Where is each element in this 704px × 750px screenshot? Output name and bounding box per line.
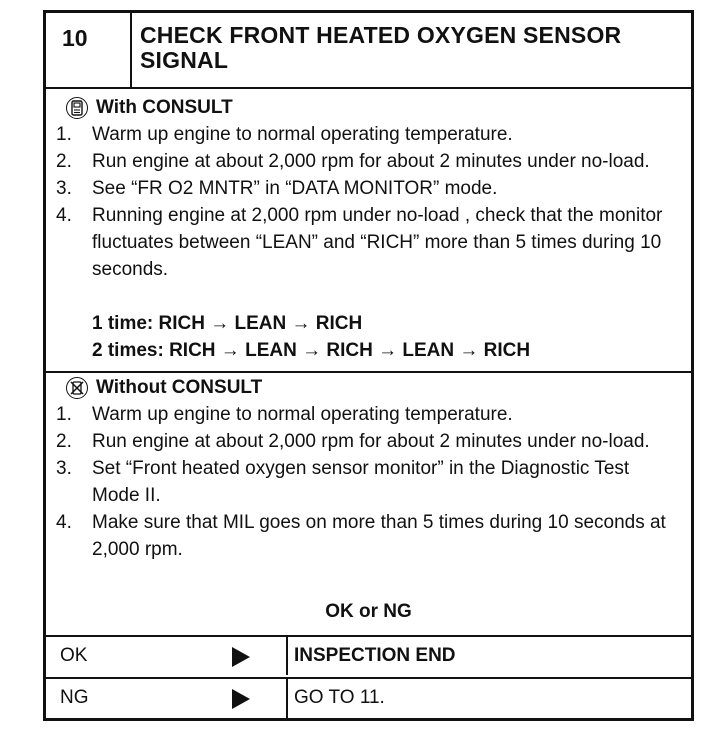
list-item: 1. Warm up engine to normal operating temperature. [56,404,513,425]
list-item: 3. Set “Front heated oxygen sensor monitor” in the Diagnostic Test Mode II. [56,458,630,506]
without-consult-steps [50,401,680,563]
pattern-one-time: 1 time: RICH → LEAN → RICH [92,313,363,334]
outcome-row-ok [46,635,691,675]
outcome-result: OK [60,645,88,666]
list-item: 4. Make sure that MIL goes on more than 5 times during 10 seconds at 2,000 rpm. [56,512,666,560]
verdict-label: OK or NG [325,601,412,622]
outcome-action: INSPECTION END [294,645,456,666]
outcome-row-ng [46,677,691,718]
without-consult-heading [66,377,262,399]
with-consult-steps [50,121,680,283]
column-divider [286,637,288,675]
step-title: CHECK FRONT HEATED OXYGEN SENSOR SIGNAL [140,22,622,73]
list-item: 1. Warm up engine to normal operating temperature. [56,124,513,145]
consult-icon [66,97,88,119]
no-consult-icon [66,377,88,399]
with-consult-section [46,89,691,373]
list-item: 4. Running engine at 2,000 rpm under no-load , check that the monitor fluctuates between “LEAN” and “RICH” more than 5 times during 10 seconds. [56,205,663,280]
signal-patterns [50,310,530,364]
column-divider [286,679,288,718]
list-item: 3. See “FR O2 MNTR” in “DATA MONITOR” mode. [56,178,498,199]
step-number: 10 [46,13,132,87]
without-consult-section [46,373,691,633]
arrow-right-icon [232,647,250,667]
with-consult-label: With CONSULT [96,97,233,118]
list-item: 2. Run engine at about 2,000 rpm for about 2 minutes under no-load. [56,431,650,452]
without-consult-label: Without CONSULT [96,377,263,398]
diagnostic-procedure-frame [43,10,694,721]
step-header [46,13,691,89]
pattern-two-times: 2 times: RICH → LEAN → RICH → LEAN → RICH [92,340,531,361]
outcome-result: NG [60,687,89,708]
outcome-action: GO TO 11. [294,687,385,708]
with-consult-heading [66,97,233,119]
arrow-right-icon [232,689,250,709]
list-item: 2. Run engine at about 2,000 rpm for about 2 minutes under no-load. [56,151,650,172]
